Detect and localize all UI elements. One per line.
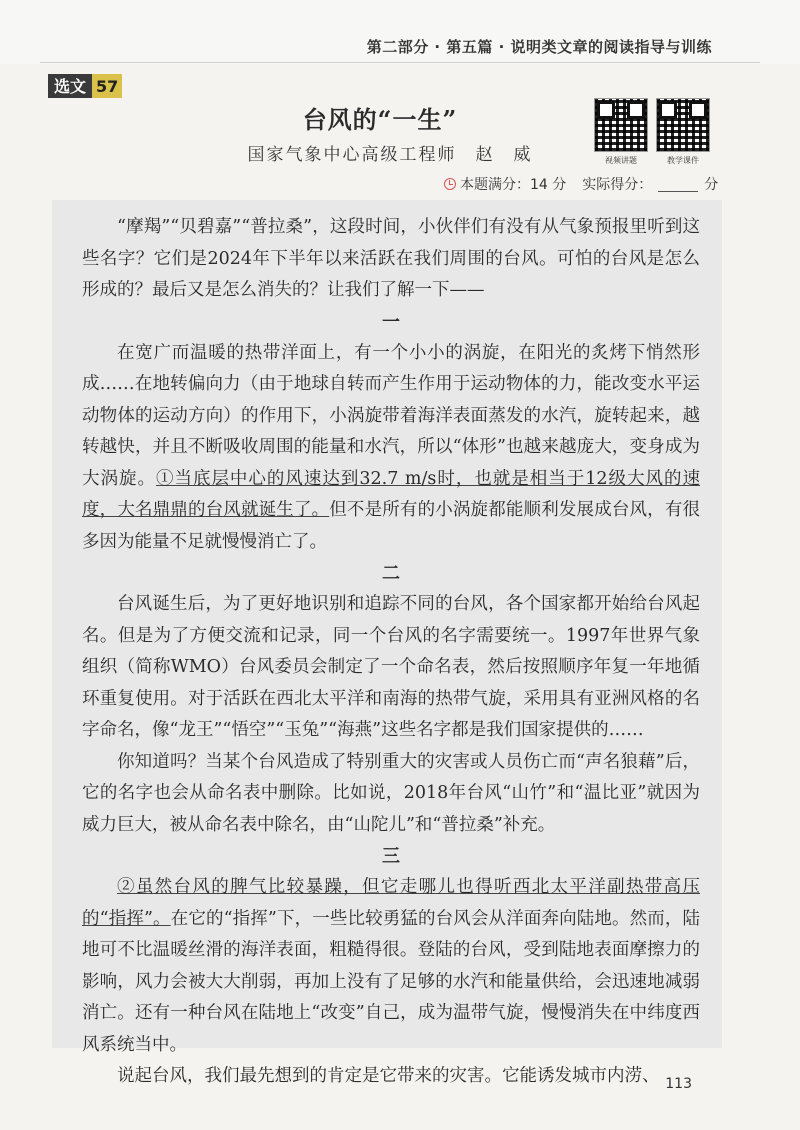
clock-icon <box>444 178 456 190</box>
qr-code-icon[interactable] <box>594 98 648 152</box>
qr-code-icon[interactable] <box>656 98 710 152</box>
paragraph: 你知道吗？当某个台风造成了特别重大的灾害或人员伤亡而“声名狼藉”后，它的名字也会从命名表中删除。比如说，2018年台风“山竹”和“温比亚”就因为威力巨大，被从命名表中除名，由“山陀儿”和“普拉桑”补充。 <box>82 751 700 835</box>
badge-label: 选文 <box>48 74 92 98</box>
page-header <box>0 0 800 64</box>
badge-number: 57 <box>92 74 122 98</box>
running-title: 第二部分 · 第五篇 · 说明类文章的阅读指导与训练 <box>366 38 712 56</box>
article-author: 国家气象中心高级工程师 赵 威 <box>247 145 533 165</box>
paragraph-text: 但不是所有的小涡旋都能顺利发展成台风，有很多因为能量不足就慢慢消亡了。 <box>82 500 700 552</box>
section-heading: 二 <box>382 563 400 584</box>
qr-courseware[interactable] <box>656 98 710 166</box>
score-unit: 分 <box>704 177 719 193</box>
underlined-sentence-2: ②虽然台风的脾气比较暴躁，但它走哪儿也得听西北太平洋副热带高压的“指挥”。 <box>82 877 700 929</box>
actual-score-label: 实际得分： <box>582 177 653 193</box>
score-line <box>444 174 718 194</box>
qr-caption: 教学课件 <box>667 156 699 165</box>
paragraph <box>82 338 700 559</box>
paragraph <box>82 872 700 1061</box>
page-number: 113 <box>665 1076 692 1092</box>
underlined-sentence-1: ①当底层中心的风速达到32.7 m/s时，也就是相当于12级大风的速度，大名鼎鼎的台风就诞生了。 <box>82 468 701 520</box>
paragraph-text: 在它的“指挥”下，一些比较勇猛的台风会从洋面奔向陆地。然而，陆地可不比温暖丝滑的海洋表面，粗糙得很。登陆的台风，受到陆地表面摩擦力的影响，风力会被大大削弱，再加上没有了足够的水汽和能量供给，会迅速地减弱消亡。还有一种台风在陆地上“改变”自己，成为温带气旋，慢慢消失在中纬度西风系统当中。 <box>82 908 700 1055</box>
paragraph: 台风诞生后，为了更好地识别和追踪不同的台风，各个国家都开始给台风起名。但是为了方便交流和记录，同一个台风的名字需要统一。1997年世界气象组织（简称WMO）台风委员会制定了一个命名表，然后按照顺序年复一年地循环重复使用。对于活跃在西北太平洋和南海的热带气旋，采用具有亚洲风格的名字命名，像“龙王”“悟空”“玉兔”“海燕”这些名字都是我们国家提供的…… <box>82 594 700 740</box>
paragraph: “摩羯”“贝碧嘉”“普拉桑”，这段时间，小伙伴们有没有从气象预报里听到这些名字？它们是2024年下半年以来活跃在我们周围的台风。可怕的台风是怎么形成的？最后又是怎么消失的？让我们了解一下—— <box>82 217 700 300</box>
section-heading: 三 <box>382 846 400 867</box>
selection-badge <box>48 74 122 98</box>
full-score: 本题满分：14 分 <box>460 177 567 193</box>
qr-caption: 视频讲题 <box>605 156 637 165</box>
section-heading: 一 <box>382 311 400 333</box>
article-body <box>82 212 700 1093</box>
score-blank[interactable] <box>658 177 698 192</box>
qr-video[interactable] <box>594 98 648 166</box>
header-divider <box>40 62 760 63</box>
paragraph-text: 在宽广而温暖的热带洋面上，有一个小小的涡旋，在阳光的炙烤下悄然形成……在地转偏向力（由于地球自转而产生作用于运动物体的力，能改变水平运动物体的运动方向）的作用下，小涡旋带着海洋表面蒸发的水汽，旋转起来，越转越快，并且不断吸收周围的能量和水汽，所以“体形”也越来越庞大，变身成为大涡旋。 <box>82 342 700 489</box>
paragraph: 说起台风，我们最先想到的肯定是它带来的灾害。它能诱发城市内涝、 <box>117 1066 660 1086</box>
article-title: 台风的“一生” <box>302 105 458 134</box>
